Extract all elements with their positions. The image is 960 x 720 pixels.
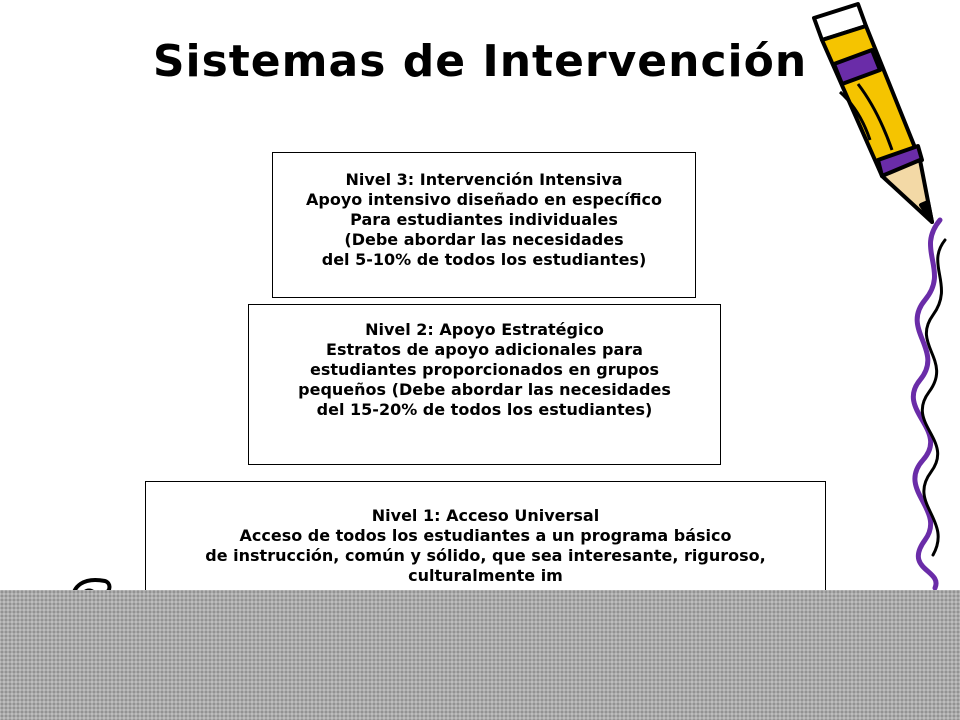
tier-1-line-3: culturalmente im [408, 566, 563, 585]
tier-1-heading: Nivel 1: Acceso Universal [371, 506, 600, 525]
scribble-icon [895, 210, 960, 590]
footer-overlay [0, 590, 960, 720]
tier-2-box [248, 304, 721, 465]
tier-2-line-2: estudiantes proporcionados en grupos [309, 360, 659, 379]
tier-2-line-3: pequeños (Debe abordar las necesidades [298, 380, 671, 399]
tier-3-box [272, 152, 696, 298]
tier-2-heading: Nivel 2: Apoyo Estratégico [365, 320, 604, 339]
tier-1-line-1: Acceso de todos los estudiantes a un programa básico [239, 526, 732, 545]
tier-2-line-1: Estratos de apoyo adicionales para [326, 340, 643, 359]
tier-3-line-1: Apoyo intensivo diseñado en específico [306, 190, 662, 209]
tier-3-line-4: del 5-10% de todos los estudiantes) [321, 250, 647, 269]
tier-3-heading: Nivel 3: Intervención Intensiva [345, 170, 623, 189]
slide-title: Sistemas de Intervención [152, 36, 808, 87]
tier-3-line-2: Para estudiantes individuales [350, 210, 618, 229]
tier-2-line-4: del 15-20% de todos los estudiantes) [316, 400, 653, 419]
pencil-icon [800, 0, 950, 230]
tier-3-line-3: (Debe abordar las necesidades [344, 230, 624, 249]
tier-1-line-2: de instrucción, común y sólido, que sea interesante, riguroso, [205, 546, 766, 565]
